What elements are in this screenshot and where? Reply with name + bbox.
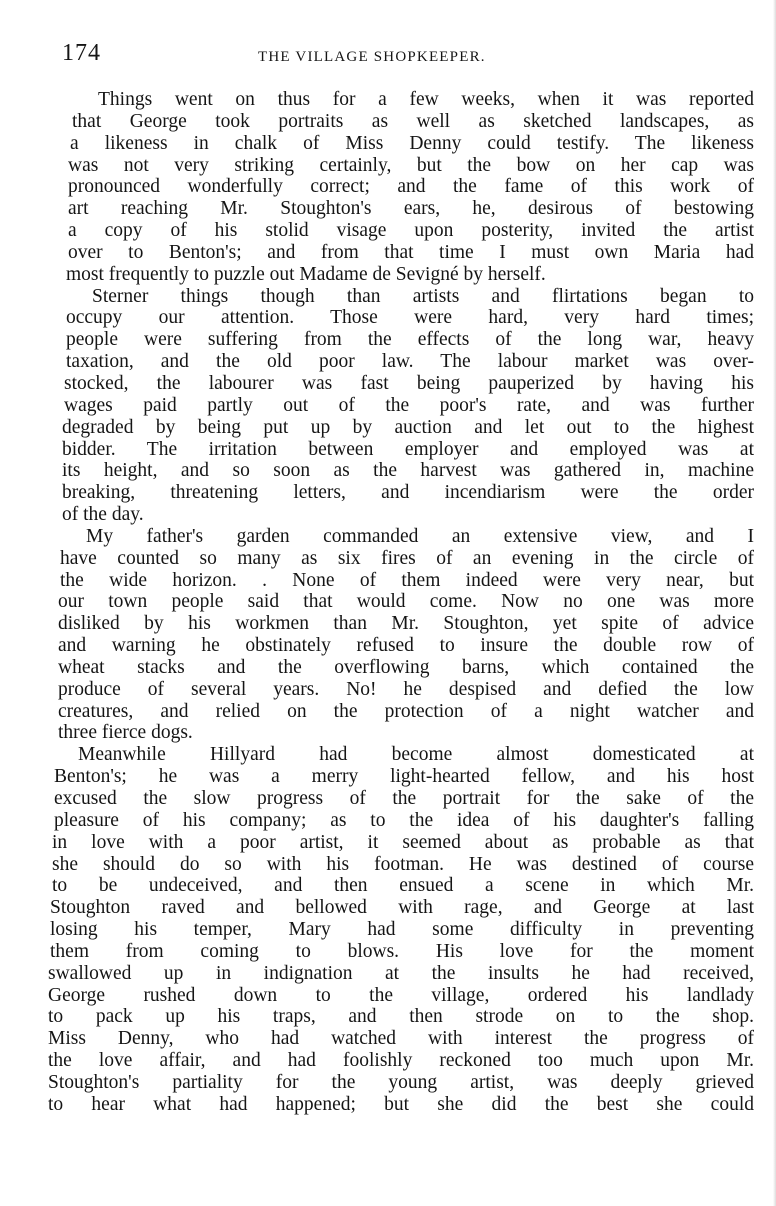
- text-line: its height, and so soon as the harvest was gathered in, machine: [62, 460, 754, 482]
- text-line: to hear what had happened; but she did the best she could: [48, 1093, 754, 1115]
- text-line: swallowed up in indignation at the insults he had received,: [48, 962, 754, 984]
- text-line: them from coming to blows. His love for the moment: [50, 940, 754, 962]
- text-line: Meanwhile Hillyard had become almost domesticated at: [78, 744, 754, 766]
- text-line: three fierce dogs.: [58, 722, 193, 744]
- text-line: creatures, and relied on the protection of a night watcher and: [58, 700, 754, 722]
- text-line: Things went on thus for a few weeks, when it was reported: [98, 89, 754, 110]
- text-line: the love affair, and had foolishly reckoned too much upon Mr.: [48, 1050, 754, 1072]
- text-line: of the day.: [62, 504, 144, 526]
- text-line: My father's garden commanded an extensive view, and I: [86, 525, 754, 547]
- text-line: a likeness in chalk of Miss Denny could testify. The likeness: [70, 132, 754, 154]
- text-line: that George took portraits as well as sketched landscapes, as: [72, 110, 754, 132]
- text-line: George rushed down to the village, ordered his landlady: [48, 984, 754, 1006]
- text-line: pronounced wonderfully correct; and the fame of this work of: [68, 176, 754, 198]
- text-line: she should do so with his footman. He was destined of course: [52, 853, 754, 875]
- text-line: in love with a poor artist, it seemed about as probable as that: [52, 831, 754, 853]
- text-line: degraded by being put up by auction and let out to the highest: [62, 416, 754, 438]
- text-line: bidder. The irritation between employer and employed was at: [62, 438, 754, 460]
- text-line: have counted so many as six fires of an evening in the circle of: [60, 547, 754, 569]
- body-text: [48, 89, 754, 1116]
- text-line: a copy of his stolid visage upon posterity, invited the artist: [68, 220, 754, 242]
- page-header: [62, 40, 752, 72]
- text-line: people were suffering from the effects of the long war, heavy: [66, 329, 754, 351]
- text-line: Stoughton raved and bellowed with rage, and George at last: [50, 897, 754, 919]
- text-line: to pack up his traps, and then strode on to the shop.: [48, 1006, 754, 1028]
- running-title: THE VILLAGE SHOPKEEPER.: [258, 49, 486, 65]
- text-line: pleasure of his company; as to the idea of his daughter's falling: [54, 809, 754, 831]
- text-line: most frequently to puzzle out Madame de Sevigné by herself.: [66, 263, 546, 285]
- page-number: 174: [62, 40, 101, 66]
- text-line: over to Benton's; and from that time I must own Maria had: [68, 241, 754, 263]
- text-line: Sterner things though than artists and flirtations began to: [92, 285, 754, 307]
- text-line: was not very striking certainly, but the bow on her cap was: [68, 154, 754, 176]
- text-line: Miss Denny, who had watched with interest the progress of: [48, 1028, 754, 1050]
- text-line: losing his temper, Mary had some difficulty in preventing: [50, 919, 754, 941]
- text-line: wages paid partly out of the poor's rate, and was further: [64, 394, 754, 416]
- text-line: taxation, and the old poor law. The labour market was over-: [66, 351, 754, 373]
- text-line: art reaching Mr. Stoughton's ears, he, desirous of bestowing: [68, 198, 754, 220]
- text-line: excused the slow progress of the portrait for the sake of the: [54, 788, 754, 809]
- text-line: Benton's; he was a merry light-hearted fellow, and his host: [54, 766, 754, 788]
- text-line: produce of several years. No! he despised and defied the low: [58, 678, 754, 700]
- text-line: disliked by his workmen than Mr. Stoughton, yet spite of advice: [58, 613, 754, 635]
- text-line: wheat stacks and the overflowing barns, which contained the: [58, 656, 754, 678]
- text-line: stocked, the labourer was fast being pauperized by having his: [64, 372, 754, 394]
- text-line: and warning he obstinately refused to insure the double row of: [58, 635, 754, 657]
- text-line: breaking, threatening letters, and incendiarism were the order: [62, 482, 754, 504]
- text-line: the wide horizon. . None of them indeed were very near, but: [60, 569, 754, 591]
- text-line: Stoughton's partiality for the young artist, was deeply grieved: [48, 1071, 754, 1093]
- text-line: occupy our attention. Those were hard, very hard times;: [66, 307, 754, 329]
- text-line: to be undeceived, and then ensued a scene in which Mr.: [52, 875, 754, 897]
- text-line: our town people said that would come. Now no one was more: [58, 591, 754, 613]
